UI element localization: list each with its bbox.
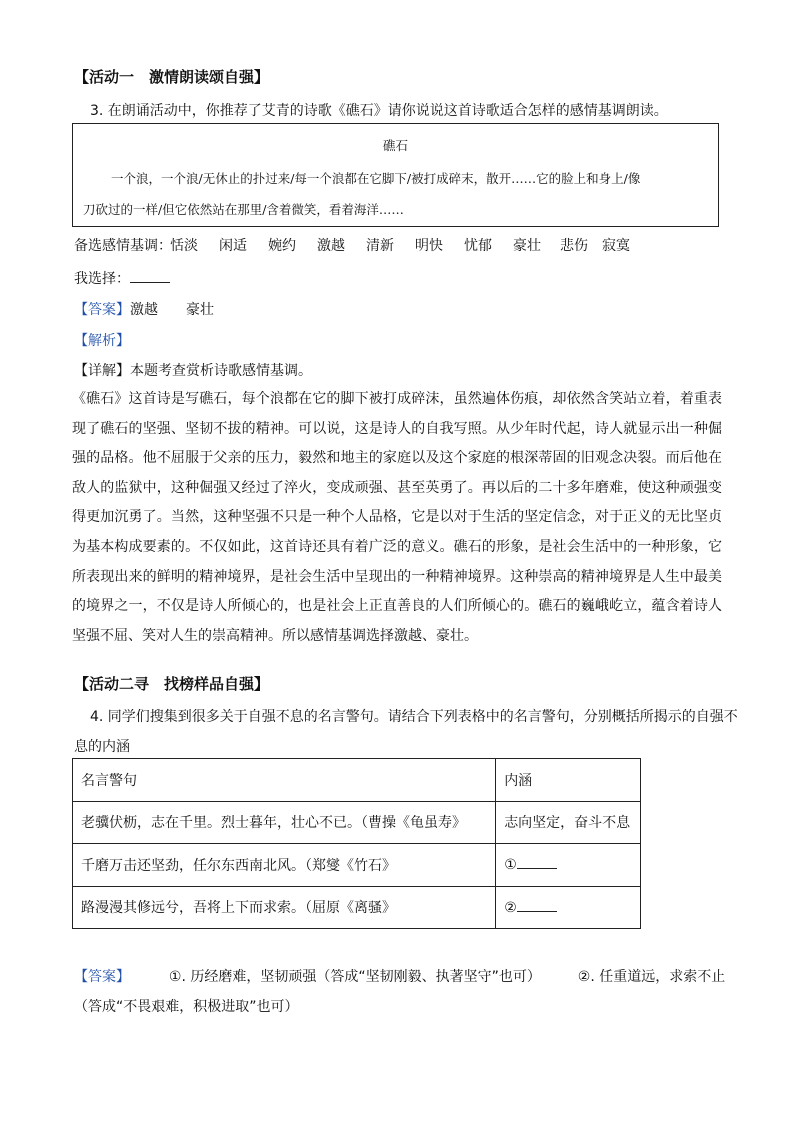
meaning-cell: 志向坚定，奋斗不息 bbox=[496, 801, 641, 844]
analysis-tag: 【解析】 bbox=[74, 333, 130, 349]
quote-cell: 老骥伏枥，志在千里。烈士暮年，壮心不已。（曹操《龟虽寿》 bbox=[73, 801, 496, 844]
answer-4-part-1: ①. 历经磨难，坚韧顽强（答成“坚韧刚毅、执著坚守”也可） bbox=[168, 969, 541, 985]
blank-marker-1: ① bbox=[504, 857, 517, 874]
meaning-cell bbox=[496, 844, 641, 887]
option-7: 忧郁 bbox=[464, 238, 492, 254]
answer-4-part-2: ②. 任重道远，求索不止 bbox=[577, 969, 726, 985]
poem-line-2: 刀砍过的一样/但它依然站在那里/含着微笑，看着海洋…… bbox=[83, 202, 404, 217]
table-row bbox=[73, 844, 641, 887]
emotion-options-label: 备选感情基调： bbox=[74, 238, 172, 254]
option-5: 清新 bbox=[366, 238, 394, 254]
meaning-blank-1 bbox=[517, 856, 557, 869]
answer-3 bbox=[74, 299, 214, 319]
option-4: 激越 bbox=[317, 238, 345, 254]
option-1: 恬淡 bbox=[170, 238, 198, 254]
answer-text: 激越 豪壮 bbox=[130, 302, 214, 318]
answer-4-line-2: （答成“不畏艰难，积极进取”也可） bbox=[74, 999, 299, 1015]
header-meaning: 内涵 bbox=[496, 759, 641, 802]
poem-title: 礁石 bbox=[382, 138, 408, 153]
option-3: 婉约 bbox=[268, 238, 296, 254]
poem-line-1: 一个浪，一个浪/无休止的扑过来/每一个浪都在它脚下/被打成碎末，散开……它的脸上和身上/像 bbox=[111, 171, 641, 186]
poem-box bbox=[72, 123, 719, 227]
answer-4-line-1 bbox=[74, 966, 725, 986]
choice-blank bbox=[130, 270, 170, 283]
activity1-heading: 【活动一 激情朗读颂自强】 bbox=[74, 68, 270, 86]
table-row bbox=[73, 801, 641, 844]
meaning-blank-2 bbox=[517, 899, 557, 912]
answer-4-tag: 【答案】 bbox=[74, 969, 130, 985]
option-2: 闲适 bbox=[219, 238, 247, 254]
meaning-cell bbox=[496, 886, 641, 929]
table-row bbox=[73, 886, 641, 929]
question-3: 3. 在朗诵活动中，你推荐了艾青的诗歌《礁石》请你说说这首诗歌适合怎样的感情基调朗读。 bbox=[90, 103, 668, 119]
detail-line bbox=[74, 360, 312, 380]
table-header-row bbox=[73, 759, 641, 802]
answer-tag: 【答案】 bbox=[74, 302, 130, 318]
detail-tag: 【详解】 bbox=[74, 363, 130, 379]
quote-cell: 千磨万击还坚劲，任尔东西南北风。（郑燮《竹石》 bbox=[73, 844, 496, 887]
option-6: 明快 bbox=[415, 238, 443, 254]
option-9: 悲伤 bbox=[560, 238, 588, 254]
activity2-heading: 【活动二寻 找榜样品自强】 bbox=[74, 675, 270, 693]
question-4-line-1: 4. 同学们搜集到很多关于自强不息的名言警句。请结合下列表格中的名言警句，分别概括所揭示的自强不 bbox=[90, 709, 738, 725]
header-quote: 名言警句 bbox=[73, 759, 496, 802]
detail-text: 本题考查赏析诗歌感情基调。 bbox=[130, 363, 312, 379]
explanation-paragraph: 《礁石》这首诗是写礁石，每个浪都在它的脚下被打成碎沫，虽然遍体伤痕，却依然含笑站立着，着重表现了礁石的坚强、坚韧不拔的精神。可以说，这是诗人的自我写照。从少年时代起，诗人就显示出一种倔强的品格。他不屈服于父亲的压力，毅然和地主的家庭以及这个家庭的根深蒂固的旧观念决裂。而后他在敌人的监狱中，这种倔强又经过了淬火，变成顽强、甚至英勇了。再以后的二十多年磨难，使这种顽强变得更加沉勇了。当然，这种坚强不只是一种个人品格，它是以对于生活的坚定信念，对于正义的无比坚贞为基本构成要素的。不仅如此，这首诗还具有着广泛的意义。礁石的形象，是社会生活中的一种形象，它所表现出来的鲜明的精神境界，是社会生活中呈现出的一种精神境界。这种崇高的精神境界是人生中最美的境界之一，不仅是诗人所倾心的，也是社会上正直善良的人们所倾心的。礁石的巍峨屹立，蕴含着诗人坚强不屈、笑对人生的崇高精神。所以感情基调选择激越、豪壮。 bbox=[72, 391, 722, 644]
my-choice-label: 我选择： bbox=[74, 271, 130, 287]
quote-cell: 路漫漫其修远兮，吾将上下而求索。（屈原《离骚》 bbox=[73, 886, 496, 929]
blank-marker-2: ② bbox=[504, 899, 517, 916]
option-8: 豪壮 bbox=[513, 238, 541, 254]
question-4-line-2: 息的内涵 bbox=[74, 739, 130, 755]
option-10: 寂寞 bbox=[602, 238, 630, 254]
my-choice bbox=[74, 268, 170, 288]
quotes-table bbox=[72, 758, 641, 929]
